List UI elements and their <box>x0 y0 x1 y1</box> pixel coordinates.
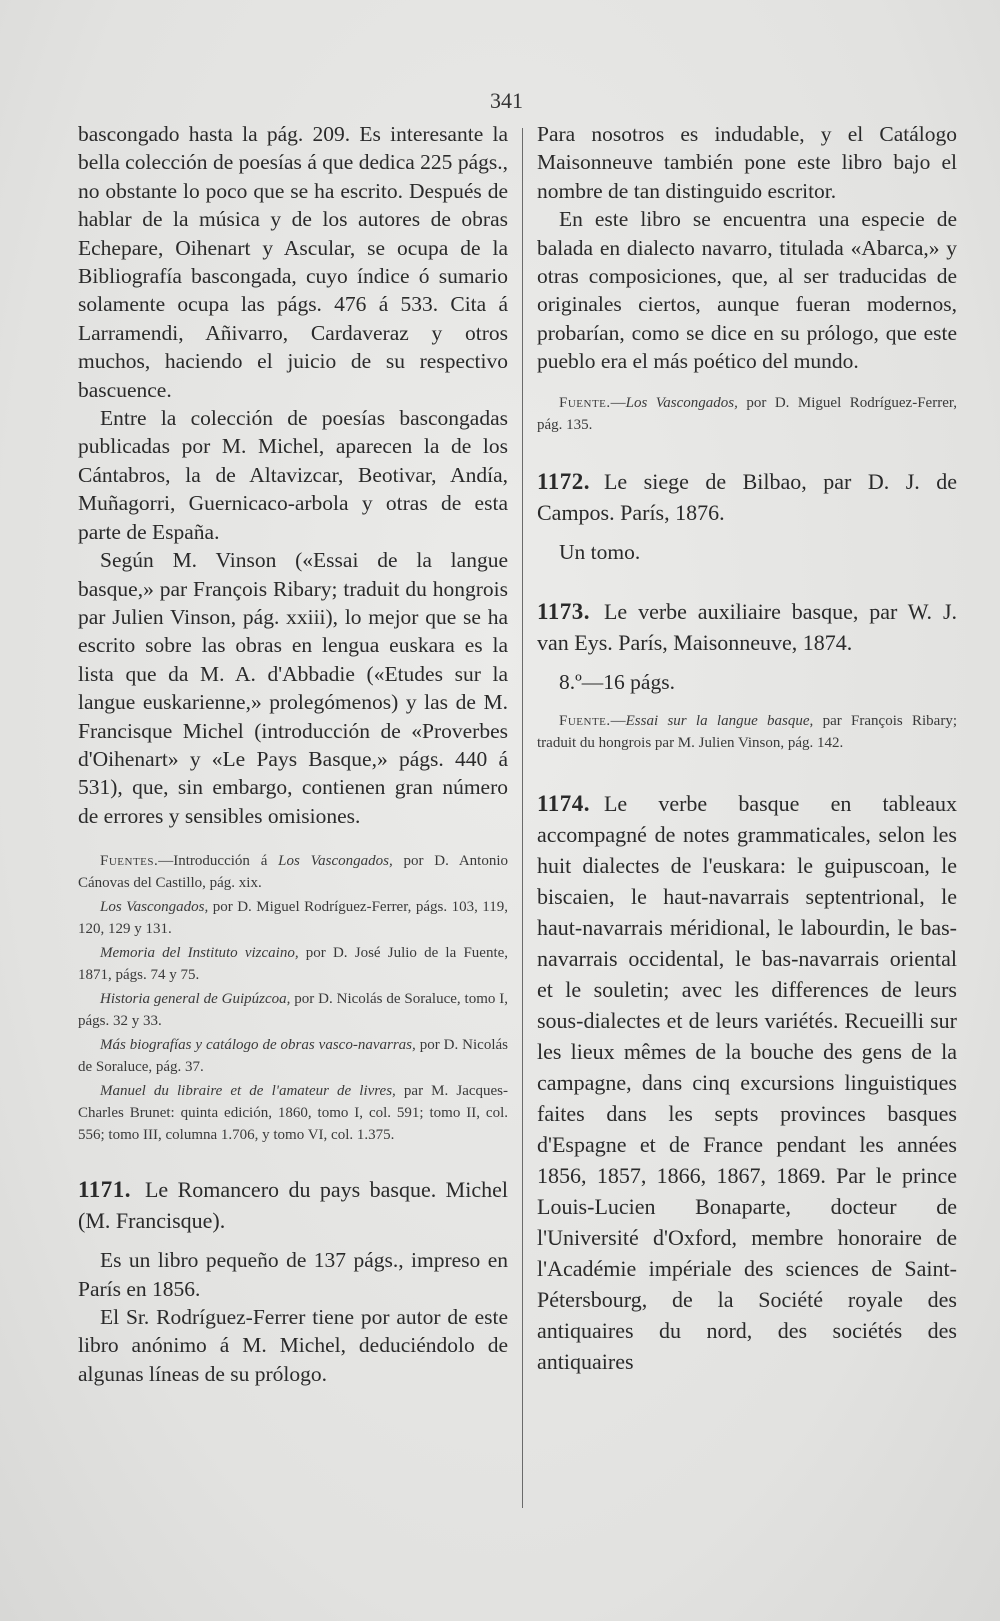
source-line <box>78 896 508 940</box>
source-line <box>78 1080 508 1146</box>
entry-title-text: Le verbe basque en tableaux accompagné de notes grammaticales, selon les huit dialectes de l'euskara: le guipuscoan, le biscaien, le haut-navarrais septentrional, le haut-navarrais méridional, le labourdin, le bas-navarrais occidental, le bas-navarrais oriental et le souletin; avec les differences de leurs sous-dialectes et de leurs variétés. Recueilli sur les lieux mêmes de la bouche des gens de la campagne, dans cinq excursions linguistiques faites dans les septs provinces basques d'Espagne et de France pendant les années 1856, 1857, 1866, 1867, 1869. Par le prince Louis-Lucien Bonaparte, docteur de l'Université d'Oxford, membre honoraire de l'Académie impériale des sciences de Saint-Pétersbourg, de la Société royale des antiquaires du nord, des sociétés des antiquaires <box>537 791 957 1375</box>
entry-title <box>537 596 957 658</box>
source-title: Los Vascongados, <box>100 899 209 916</box>
paragraph: En este libro se encuentra una especie de balada en dialecto navarro, titulada «Abarca,» y otras composiciones, que, al ser traducidas de originales ciertos, aunque fueran modernos, probarían, como se dice en su prólogo, que este pueblo era el más poético del mundo. <box>537 207 957 374</box>
source-line <box>78 1034 508 1078</box>
entry-title-text: Le verbe auxiliaire basque, par W. J. van Eys. París, Maisonneuve, 1874. <box>537 599 957 656</box>
source-text: por D. Antonio Cánovas del Castillo, pág. xix. <box>78 853 509 892</box>
entry-number: 1174. <box>537 791 590 817</box>
source-text: por D. José Julio de la Fuente, 1871, págs. 74 y 75. <box>78 945 509 984</box>
source-line <box>78 850 508 894</box>
entry-title <box>537 466 957 528</box>
column-divider <box>522 128 523 1508</box>
sources-block <box>78 850 508 1146</box>
paragraph: El Sr. Rodríguez-Ferrer tiene por autor de este libro anónimo á M. Michel, deduciéndolo de algunas líneas de su prólogo. <box>78 1304 508 1386</box>
entry-title <box>78 1174 508 1236</box>
source-line <box>78 942 508 986</box>
paragraph: bascongado hasta la pág. 209. Es interesante la bella colección de poesías á que dedica 225 págs., no obstante lo poco que se ha escrito. Después de hablar de la música y de los autores de obras Echepare, Oihenart y Ascular, se ocupa de la Bibliografía bascongada, cuyo índice ó sumario solamente ocupa las págs. 476 á 533. Cita á Larramendi, Añivarro, Cardaveraz y otros muchos, haciendo el juicio de su respectivo bascuence. <box>78 122 508 402</box>
entry-title-text: Le Romancero du pays basque. Michel (M. Francisque). <box>78 1177 508 1234</box>
source-label: Fuente. <box>559 713 611 730</box>
paragraph: Entre la colección de poesías bascongadas publicadas por M. Michel, aparecen la de los Cántabros, la de Altavizcar, Beotivar, Andía, Muñagorri, Guernicaco-arbola y otras de esta parte de España. <box>78 406 508 544</box>
source-text: par François Ribary; traduit du hongrois par M. Julien Vinson, pág. 142. <box>537 713 958 752</box>
paragraph: Es un libro pequeño de 137 págs., impreso en París en 1856. <box>78 1248 508 1301</box>
page-number: 341 <box>490 88 523 113</box>
right-column <box>537 120 957 1377</box>
source-text: — <box>610 394 626 411</box>
source-title: Essai sur la langue basque, <box>625 713 814 730</box>
source-title: Los Vascongados, <box>625 394 738 411</box>
catalog-entry-1172 <box>537 466 957 566</box>
source-text: por D. Nicolás de Soraluce, tomo I, págs. 32 y 33. <box>78 991 508 1030</box>
source-title: Más biografías y catálogo de obras vasco-navarras, <box>100 1037 416 1054</box>
source-title: Los Vascongados, <box>278 853 393 870</box>
source-line <box>537 710 957 754</box>
entry-number: 1172. <box>537 468 590 494</box>
paragraph: Según M. Vinson («Essai de la langue basque,» par François Ribary; traduit du hongrois par Julien Vinson, pág. xxiii), lo mejor que se ha escrito sobre las obras en lengua euskara es la lista que da M. A. d'Abbadie («Etudes sur la langue euskarienne,» prolegómenos) y las de M. Francisque Michel (introducción de «Proverbes d'Oihenart» y «Le Pays Basque,» págs. 440 á 531), que, sin embargo, contienen gran número de errores y sensibles omisiones. <box>78 548 508 828</box>
entry-number: 1171. <box>78 1177 131 1203</box>
catalog-entry-1174 <box>537 788 957 1377</box>
left-column <box>78 120 508 1388</box>
source-title: Manuel du libraire et de l'amateur de livres, <box>100 1083 396 1100</box>
catalog-entry-1173 <box>537 596 957 754</box>
source-text: por D. Nicolás de Soraluce, pág. 37. <box>78 1037 508 1076</box>
source-text: por D. Miguel Rodríguez-Ferrer, pág. 135. <box>537 394 957 433</box>
source-text: por D. Miguel Rodríguez-Ferrer, págs. 103, 119, 120, 129 y 131. <box>78 899 508 938</box>
entry-title <box>537 788 957 1377</box>
paragraph: Un tomo. <box>559 539 641 564</box>
paragraph: 8.º—16 págs. <box>559 670 675 695</box>
source-title: Memoria del Instituto vizcaino, <box>100 945 299 962</box>
source-text: —Introducción á <box>158 853 268 870</box>
source-text: par M. Jacques-Charles Brunet: quinta edición, 1860, tomo I, col. 591; tomo II, col. 556; tomo III, columna 1.706, y tomo VI, col. 1.375. <box>78 1083 508 1144</box>
entry-number: 1173. <box>537 599 590 625</box>
source-title: Historia general de Guipúzcoa, <box>100 991 291 1008</box>
source-label: Fuente. <box>559 394 611 411</box>
entry-title-text: Le siege de Bilbao, par D. J. de Campos. París, 1876. <box>537 468 957 525</box>
paragraph: Para nosotros es indudable, y el Catálogo Maisonneuve también pone este libro bajo el nombre de tan distinguido escritor. <box>537 122 957 203</box>
source-text: — <box>610 713 626 730</box>
source-line <box>537 392 957 436</box>
source-line <box>78 988 508 1032</box>
source-label: Fuentes. <box>100 853 159 870</box>
catalog-entry-1171 <box>78 1174 508 1388</box>
